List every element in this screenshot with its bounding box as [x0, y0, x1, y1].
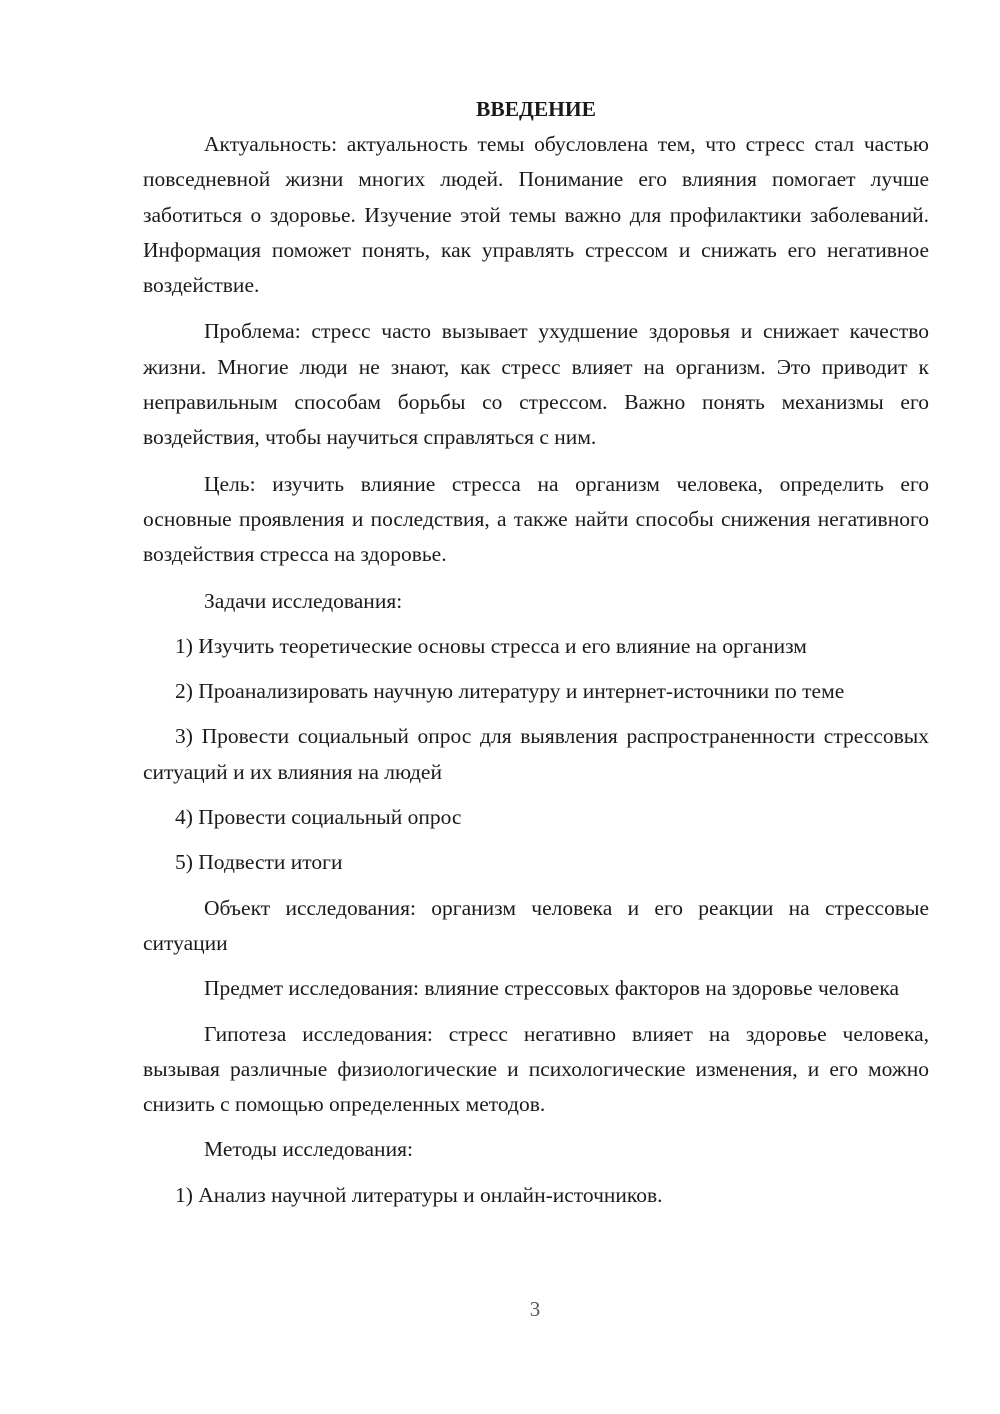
task-item-5: 5) Подвести итоги	[175, 850, 343, 875]
page-title: ВВЕДЕНИЕ	[476, 97, 596, 121]
task-item-4: 4) Провести социальный опрос	[175, 805, 462, 830]
paragraph-relevance: Актуальность: актуальность темы обусловлена тем, что стресс стал частью повседневной жизни многих людей. Понимание его влияния помогает лучше заботиться о здоровье. Изучение этой темы важно для профилактики заболеваний. Информация поможет понять, как управлять стрессом и снижать его негативное воздействие.	[143, 132, 929, 298]
page-number: 3	[529, 1297, 541, 1321]
document-page	[143, 92, 929, 1213]
method-item-1: 1) Анализ научной литературы и онлайн-источников.	[175, 1182, 663, 1207]
methods-title: Методы исследования:	[204, 1137, 413, 1162]
task-item-2: 2) Проанализировать научную литературу и интернет-источники по теме	[175, 679, 845, 704]
task-item-3: 3) Провести социальный опрос для выявления распространенности стрессовых ситуаций и их влияния на людей	[143, 724, 929, 784]
task-item-1: 1) Изучить теоретические основы стресса и его влияние на организм	[175, 633, 807, 658]
paragraph-goal: Цель: изучить влияние стресса на организм человека, определить его основные проявления и последствия, а также найти способы снижения негативного воздействия стресса на здоровье.	[143, 471, 929, 567]
paragraph-hypothesis: Гипотеза исследования: стресс негативно влияет на здоровье человека, вызывая различные физиологические и психологические изменения, и его можно снизить с помощью определенных методов.	[143, 1021, 929, 1117]
paragraph-problem: Проблема: стресс часто вызывает ухудшение здоровья и снижает качество жизни. Многие люди не знают, как стресс влияет на организм. Это приводит к неправильным способам борьбы со стрессом. Важно понять механизмы его воздействия, чтобы научиться справляться с ним.	[143, 319, 929, 450]
tasks-title: Задачи исследования:	[204, 588, 403, 613]
paragraph-object: Объект исследования: организм человека и его реакции на стрессовые ситуации	[143, 895, 929, 955]
paragraph-subject: Предмет исследования: влияние стрессовых факторов на здоровье человека	[204, 976, 900, 1001]
